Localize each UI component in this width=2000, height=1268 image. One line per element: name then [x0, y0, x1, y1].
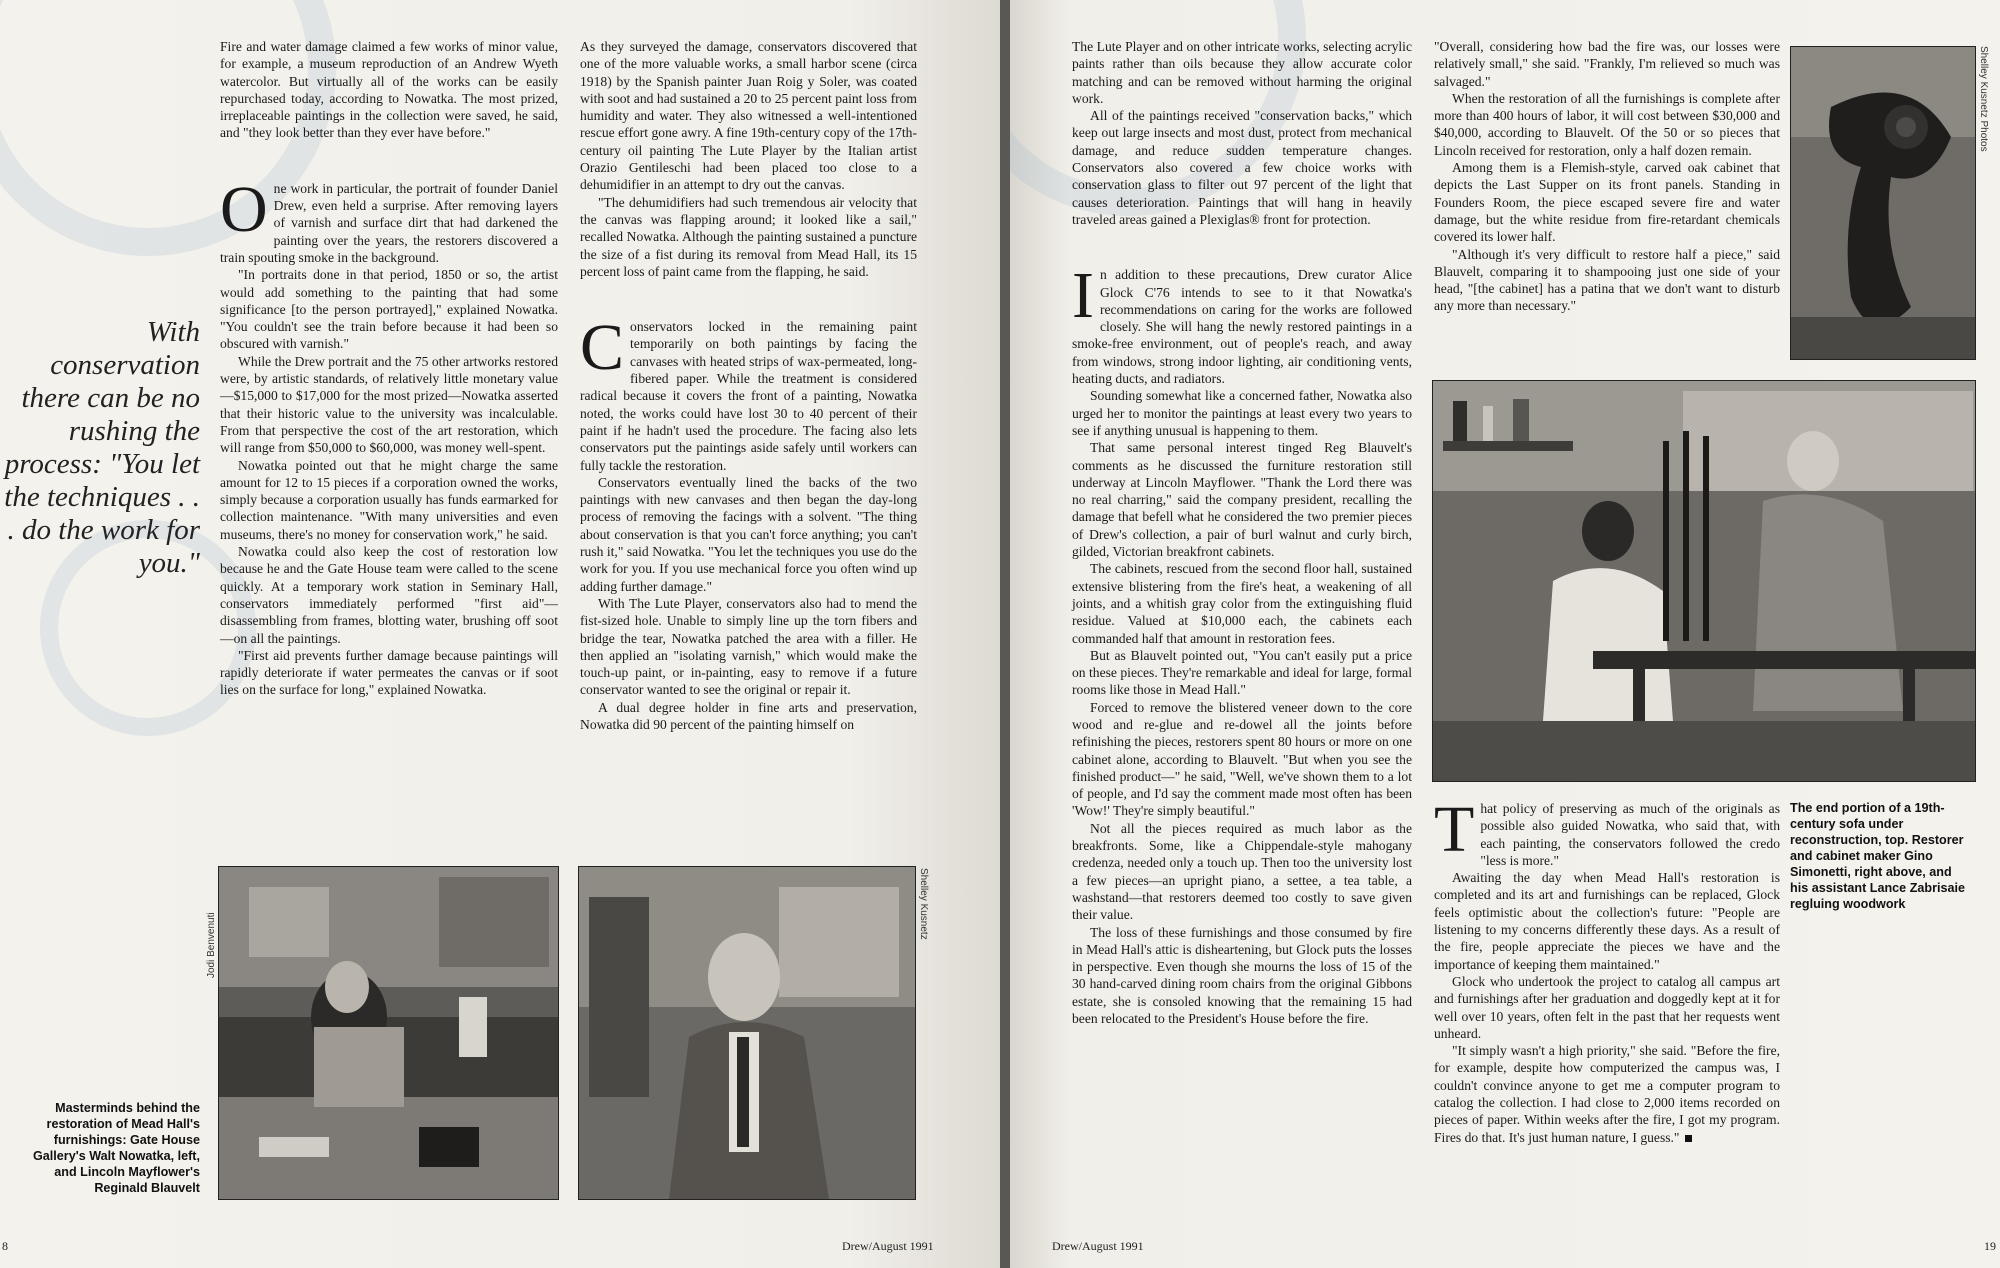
paragraph: "It simply wasn't a high priority," she said. "Before the fire, for example, despite how computerized the campus was, I couldn't convince anyone to get me a computer program to catalog the collection. I had close to 2,000 items recorded on pieces of paper. Within weeks after the fire, I got my program. Fires do that. It's just human nature, I guess."	[1434, 1043, 1780, 1145]
paragraph: A dual degree holder in fine arts and preservation, Nowatka did 90 percent of the painting himself on	[580, 699, 917, 732]
paragraph: Among them is a Flemish-style, carved oak cabinet that depicts the Last Supper on its front panels. Standing in Founders Room, the piece escaped severe fire and water damage, but the white residue from fire-retardant chemicals covered its lower half.	[1434, 160, 1780, 245]
right-column-2-top	[1434, 38, 1780, 315]
paragraph: But as Blauvelt pointed out, "You can't easily put a price on these pieces. They're remarkable and ideal for large, formal rooms like those in Mead Hall."	[1072, 647, 1412, 698]
photo-workshop-regluing	[1432, 380, 1976, 782]
photo-image	[579, 867, 915, 1199]
paragraph: "Although it's very difficult to restore half a piece," said Blauvelt, comparing it to shampooing just one side of your head, "[the cabinet] has a patina that we don't want to disturb any more than necessary."	[1434, 246, 1780, 314]
paragraph: Nowatka pointed out that he might charge the same amount for 12 to 15 pieces if a corporation owned the works, simply because a corporation usually has funds earmarked for collection maintenance. "With many universities and even museums, there's no money for conservation work," he said.	[220, 457, 558, 542]
photo-image	[1791, 47, 1975, 359]
photo-caption: Masterminds behind the restoration of Mead Hall's furnishings: Gate House Gallery's Walt Nowatka, left, and Lincoln Mayflower's Reginald Blauvelt	[33, 1101, 200, 1195]
drop-cap: C	[580, 311, 625, 385]
paragraph: Conservators eventually lined the backs of the two paintings with new canvases and then began the day-long process of removing the facings with a solvent. "The thing about conservation is that you can't force anything; you can't rush it," said Nowatka. "You let the techniques you use do the work for you. If you use mechanical force you often wind up adding further damage."	[580, 474, 917, 594]
paragraph: "First aid prevents further damage because paintings will rapidly deteriorate if water permeates the canvas or if soot lies on the surface for long," explained Nowatka.	[220, 647, 558, 698]
left-column-1	[220, 38, 558, 699]
photo-sofa-detail	[1790, 46, 1976, 360]
paragraph: The loss of these furnishings and those consumed by fire in Mead Hall's attic is disheartening, but Glock puts the losses in perspective. Even though she mourns the loss of 15 of the 30 hand-carved dining room chairs from the original Gibbons estate, she is consoled knowing that the remaining 15 had been relocated to the President's House before the fire.	[1072, 924, 1412, 1027]
paragraph: While the Drew portrait and the 75 other artworks restored were, by artistic standards, of relatively little monetary value—$15,000 to $17,000 for the most prized—Nowatka asserted that their historic value to the university was incalculable. From that perspective the cost of the art restoration, which will range from $50,000 to $60,000, was money well-spent.	[220, 353, 558, 456]
photo-credit: Jodi Benvenuti	[206, 912, 217, 978]
paragraph: With The Lute Player, conservators also had to mend the fist-sized hole. Unable to simply line up the torn fibers and bridge the tear, Nowatka patched the area with a filler. He then applied an "isolating varnish," which would make the touch-up paint, or in-painting, easy to remove if a future conservator wanted to see the original or repair it.	[580, 595, 917, 698]
gutter	[1000, 0, 1010, 1268]
paragraph: Not all the pieces required as much labor as the breakfronts. Some, like a Chippendale-style mahogany credenza, needed only a touch up. Then too the university lost a few pieces—an upright piano, a settee, a tea table, a washstand—that restorers deemed too costly to save given their value.	[1072, 820, 1412, 923]
paragraph: "In portraits done in that period, 1850 or so, the artist would add something to the painting that had some significance [to the person portrayed]," explained Nowatka. "You couldn't see the train before because it had been so obscured with varnish."	[220, 267, 558, 352]
paragraph: Glock who undertook the project to catalog all campus art and furnishings after her graduation and doggedly kept at it for well over 10 years, often felt in the past that her requests went unheard.	[1434, 973, 1780, 1041]
drop-cap: I	[1072, 259, 1094, 333]
drop-cap-paragraph: That policy of preserving as much of the originals as possible also guided Nowatka, who said that, with each painting, the conservators followed the credo "less is more."	[1434, 793, 1780, 868]
end-mark	[1685, 1135, 1692, 1142]
paragraph: As they surveyed the damage, conservators discovered that one of the more valuable works, a small harbor scene (circa 1918) by the Spanish painter Juan Roig y Soler, was coated with soot and had sustained a 20 to 25 percent paint loss from humidity and water. They also witnessed a well-intentioned rescue effort gone awry. A fine 19th-century copy of the 17th-century oil painting The Lute Player by the Italian artist Orazio Gentileschi had been placed too close to a dehumidifier in an attempt to dry out the canvas.	[580, 39, 917, 193]
right-column-1	[1072, 38, 1412, 1027]
photo-credit: Shelley Kusnetz Photos	[1978, 46, 1989, 152]
photo-image	[219, 867, 558, 1199]
right-column-2-bottom	[1434, 793, 1780, 1146]
paragraph: All of the paintings received "conservation backs," which keep out large insects and most dust, protect from mechanical damage, and reduce sudden temperature changes. Conservators also covered a few choice works with conservation glass to filter out 97 percent of the light that causes deterioration. Paintings that will hang in heavily traveled areas gained a Plexiglas® front for protection.	[1072, 108, 1412, 227]
paragraph: That same personal interest tinged Reg Blauvelt's comments as he discussed the furniture restoration still underway at Lincoln Mayflower. "Thank the Lord there was no real charring," said the company president, recalling the damage that befell what he considered the two premier pieces of Drew's collection, a pair of burl walnut and curly birch, gilded, Victorian breakfront cabinets.	[1072, 440, 1412, 560]
paragraph: The Lute Player and on other intricate works, selecting acrylic paints rather than oils because they allow accurate color matching and can be removed without harming the original work.	[1072, 39, 1412, 106]
left-column-2	[580, 38, 917, 733]
paragraph: Forced to remove the blistered veneer down to the core wood and re-glue and re-dowel all the joints before refinishing the pieces, restorers spent 80 hours or more on one cabinet alone, according to Blauvelt. "But when you see the finished product—" he said, "Well, we've shown them to a lot of people, and I'd say the comment made most often has been 'Wow!' They're simply beautiful."	[1072, 699, 1412, 819]
drop-cap-paragraph: In addition to these precautions, Drew curator Alice Glock C'76 intends to see to it that Nowatka's recommendations on caring for the works are followed closely. She will hang the newly restored paintings in a smoke-free environment, out of people's reach, and away from windows, strong indoor lighting, air conditioning vents, heating ducts, and radiators.	[1072, 259, 1412, 387]
drop-cap: O	[220, 172, 268, 246]
drop-cap-paragraph: Conservators locked in the remaining paint temporarily on both paintings by facing the canvases with heated strips of wax-permeated, long-fibered paper. While the treatment is considered radical because it covers the front of a painting, Nowatka noted, the works could have lost 30 to 40 percent of their paint if he hadn't used the procedure. The facing also lets conservators put the paintings aside safely until workers can fully tackle the restoration.	[580, 311, 917, 473]
right-page	[1010, 0, 2000, 1268]
drop-cap-paragraph: One work in particular, the portrait of founder Daniel Drew, even held a surprise. After removing layers of varnish and surface dirt that had darkened the painting over the years, the restorers discovered a train spouting smoke in the background.	[220, 172, 558, 265]
page-number: 19	[1984, 1239, 1996, 1253]
photo-blauvelt-portrait	[578, 866, 916, 1200]
paragraph: "Overall, considering how bad the fire was, our losses were relatively small," she said. "Frankly, I'm relieved so much was salvaged."	[1434, 39, 1780, 89]
paragraph: Fire and water damage claimed a few works of minor value, for example, a museum reproduction of an Andrew Wyeth watercolor. But virtually all of the works can be easily repurchased today, according to Nowatka. The most prized, irreplaceable paintings in the collection were saved, he said, and "they look better than they ever have before."	[220, 39, 558, 141]
pull-quote: With conservation there can be no rushing the process: "You let the techniques . . . do the work for you."	[4, 316, 200, 579]
folio: Drew/August 1991	[1052, 1239, 1144, 1253]
folio: Drew/August 1991	[842, 1239, 934, 1253]
paragraph: Sounding somewhat like a concerned father, Nowatka also urged her to monitor the paintings at least every two years to see if anything unusual is happening to them.	[1072, 388, 1412, 438]
photo-image	[1433, 381, 1975, 781]
photo-caption: The end portion of a 19th-century sofa under reconstruction, top. Restorer and cabinet maker Gino Simonetti, right above, and his assistant Lance Zabrisaie regluing woodwork	[1790, 801, 1965, 911]
paragraph: When the restoration of all the furnishings is complete after more than 400 hours of labor, it will cost between $30,000 and $40,000, according to Blauvelt. Of the 50 or so pieces that Lincoln received for restoration, only a half dozen remain.	[1434, 90, 1780, 158]
drop-cap: T	[1434, 793, 1475, 866]
photo-credit: Shelley Kusnetz	[918, 868, 929, 940]
paragraph: Nowatka could also keep the cost of restoration low because he and the Gate House team were called to the scene quickly. At a temporary work station in Seminary Hall, conservators immediately performed "first aid"—disassembling from frames, blotting water, brushing off soot—on all the paintings.	[220, 544, 558, 646]
paragraph: The cabinets, rescued from the second floor hall, sustained extensive blistering from the fire's heat, a weakening of all joints, and a whitish gray color from the extinguishing fluid residue. Valued at $10,000 each, the cabinets each commanded half that amount in restoration fees.	[1072, 561, 1412, 646]
paragraph: Awaiting the day when Mead Hall's restoration is completed and its art and furnishings can be replaced, Glock feels optimistic about the collection's future: "People are listening to my concerns differently these days. As a result of the fire, people appreciate the pieces we have and the importance of keeping them maintained."	[1434, 870, 1780, 972]
photo-nowatka-workshop	[218, 866, 559, 1200]
page-number: 8	[2, 1239, 8, 1253]
paragraph: "The dehumidifiers had such tremendous air velocity that the canvas was flapping around; it looked like a sail," recalled Nowatka. Although the painting sustained a puncture the size of a fist during its removal from Mead Hall, its 15 percent loss of paint came from the flapping, he said.	[580, 194, 917, 279]
